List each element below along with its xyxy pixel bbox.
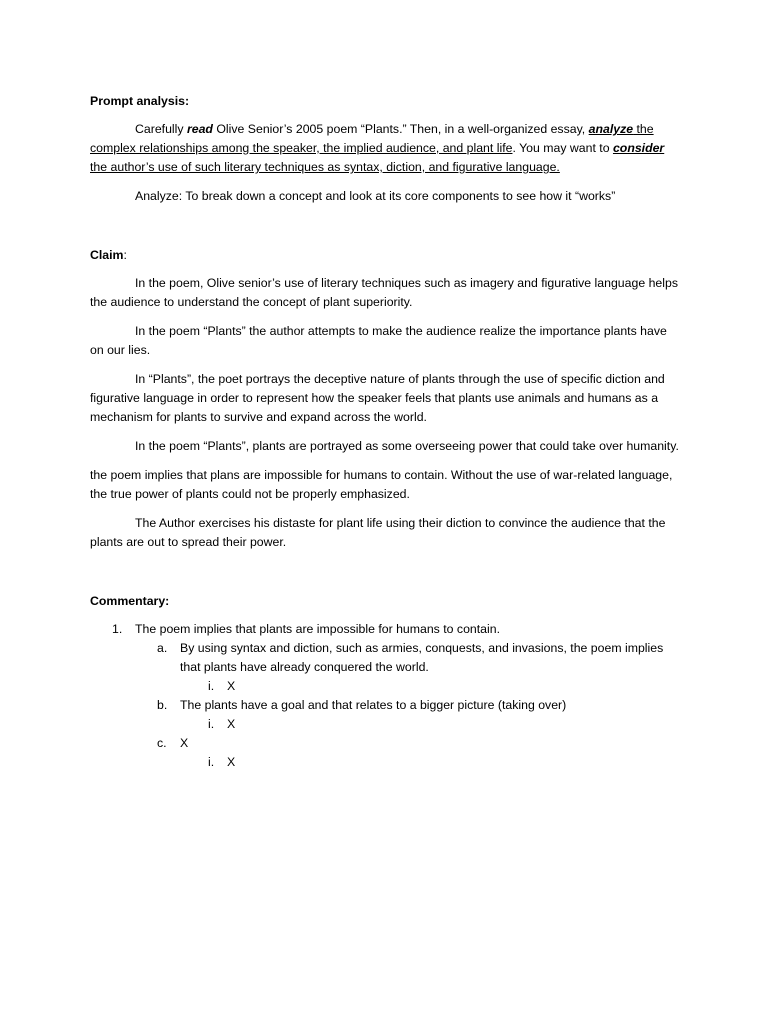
prompt-paragraph — [90, 120, 680, 177]
list-item-text: By using syntax and diction, such as armies, conquests, and invasions, the poem implies that plants have already conquered the world. — [180, 641, 664, 674]
prompt-keyword-read: read — [186, 122, 213, 136]
list-item-level2 — [90, 734, 680, 753]
prompt-underlined-text: the complex relationships among the speaker, the implied audience, and plant life — [90, 122, 654, 155]
list-item-text: X — [227, 717, 236, 731]
spacer — [90, 216, 680, 246]
list-roman: i. — [208, 679, 215, 693]
list-item-level1 — [90, 620, 680, 639]
commentary-heading: Commentary: — [90, 594, 170, 608]
prompt-keyword-consider: consider — [612, 141, 665, 155]
prompt-underlined-text: the author’s use of such literary techniques as syntax, diction, and figurative language. — [90, 160, 560, 174]
document-body — [90, 92, 680, 772]
list-roman: i. — [208, 717, 215, 731]
list-letter: b. — [157, 698, 168, 712]
list-number: 1. — [112, 622, 123, 636]
claim-heading — [90, 246, 680, 265]
list-item-level3 — [90, 753, 680, 772]
list-item-text: The poem implies that plants are impossible for humans to contain. — [135, 622, 500, 636]
claim-paragraph: the poem implies that plans are impossible for humans to contain. Without the use of war-related language, the true power of plants could not be properly emphasized. — [90, 468, 673, 501]
claim-paragraph: In “Plants”, the poet portrays the deceptive nature of plants through the use of specific diction and figurative language in order to represent how the speaker feels that plants use animals and humans as a mechanism for plants to survive and expand across the world. — [90, 372, 665, 424]
spacer — [90, 562, 680, 592]
claim-paragraph: The Author exercises his distaste for plant life using their diction to convince the audience that the plants are out to spread their power. — [90, 516, 666, 549]
analyze-definition: Analyze: To break down a concept and look at its core components to see how it “works” — [135, 189, 616, 203]
claim-paragraph: In the poem “Plants”, plants are portrayed as some overseeing power that could take over humanity. — [135, 439, 679, 453]
prompt-text: Carefully — [135, 122, 187, 136]
list-letter: a. — [157, 641, 168, 655]
claim-heading-colon: : — [123, 248, 127, 262]
prompt-text: . You may want to — [512, 141, 613, 155]
claim-heading-text: Claim — [90, 248, 124, 262]
list-item-text: X — [180, 736, 189, 750]
list-item-text: X — [227, 755, 236, 769]
list-item-level3 — [90, 715, 680, 734]
list-roman: i. — [208, 755, 215, 769]
list-item-level2 — [90, 696, 680, 715]
list-item-level3 — [90, 677, 680, 696]
commentary-list — [90, 620, 680, 772]
prompt-keyword-analyze: analyze — [588, 122, 634, 136]
prompt-text: Olive Senior’s 2005 poem “Plants.” Then, in a well-organized essay, — [212, 122, 589, 136]
claim-paragraph: In the poem, Olive senior’s use of literary techniques such as imagery and figurative language helps the audience to understand the concept of plant superiority. — [90, 276, 678, 309]
list-letter: c. — [157, 736, 167, 750]
claim-paragraph: In the poem “Plants” the author attempts to make the audience realize the importance plants have on our lies. — [90, 324, 667, 357]
list-item-text: The plants have a goal and that relates to a bigger picture (taking over) — [180, 698, 567, 712]
list-item-text: X — [227, 679, 236, 693]
prompt-analysis-heading: Prompt analysis: — [90, 94, 190, 108]
list-item-level2 — [90, 639, 680, 677]
